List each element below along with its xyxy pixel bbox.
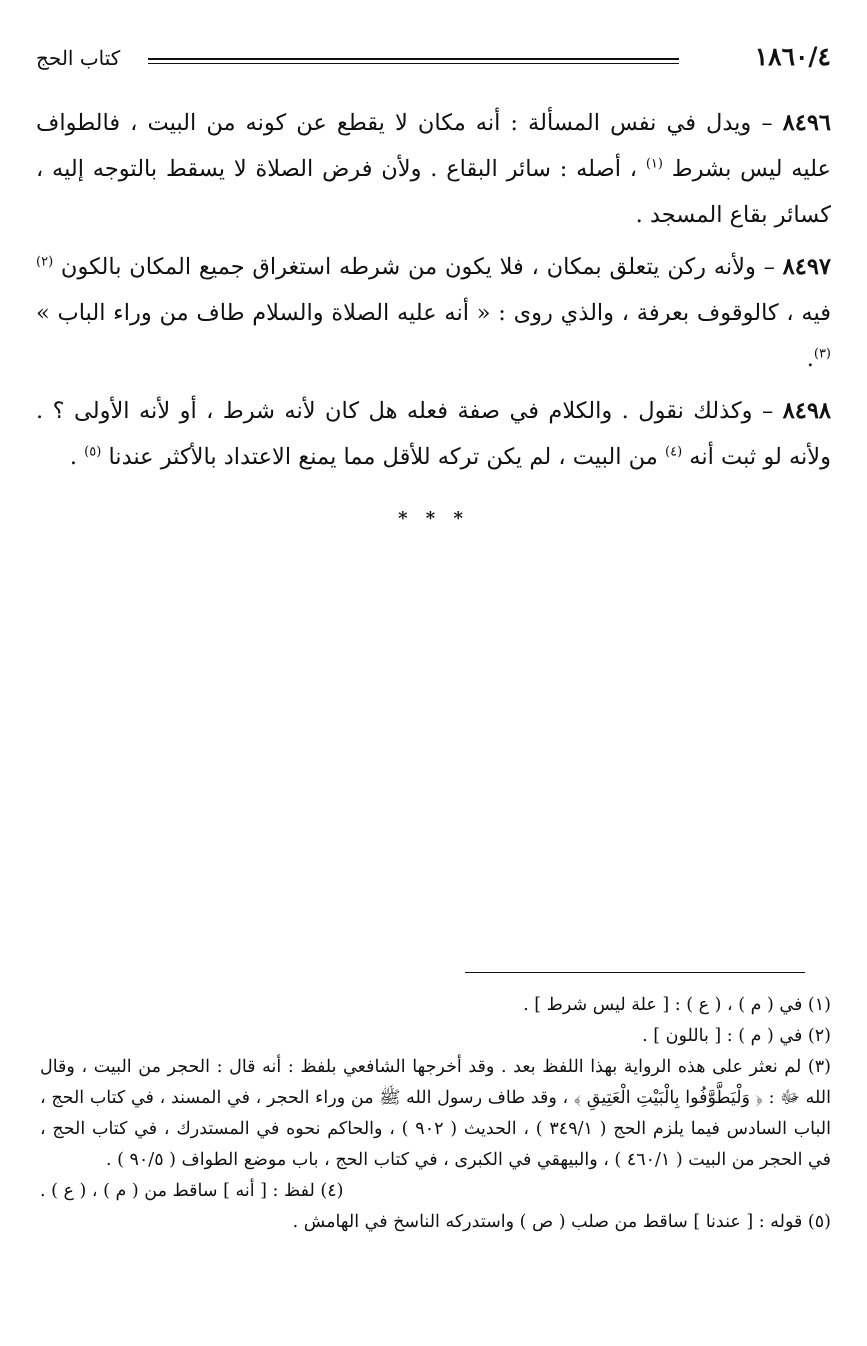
- paragraph-text: .: [69, 444, 85, 470]
- footnote-1: (١) في ( م ) ، ( ع ) : [ علة ليس شرط ] .: [523, 995, 831, 1015]
- footnote-ref[interactable]: (٥): [84, 444, 102, 460]
- paragraph-text: فيه ، كالوقوف بعرفة ، والذي روى : « أنه عليه الصلاة والسلام طاف من وراء الباب »: [36, 300, 831, 326]
- footnote-3: (٣) لم نعثر على هذه الرواية بهذا اللفظ بعد . وقد أخرجها الشافعي بلفظ : أنه قال : الحجر من البيت ، وقال الله ﷻ : ﴿ وَلْيَطَّوَّفُوا بِالْبَيْتِ الْعَتِيقِ ﴾ ، وقد طاف رسول الله ﷺ من وراء الحجر ، في المسند ، في كتاب الحج ، الباب السادس فيما يلزم الحج ( ٣٤٩/١ ) ، الحديث ( ٩٠٢ ) ، والحاكم نحوه في المستدرك ، في كتاب الحج ، في الحجر من البيت ( ٤٦٠/١ ) ، والبيهقي في الكبرى ، في كتاب الحج ، باب موضع الطواف ( ٩٠/٥ ) .: [40, 1057, 831, 1170]
- footnote-4: (٤) لفظ : [ أنه ] ساقط من ( م ) ، ( ع ) .: [40, 1181, 344, 1201]
- footnote-2: (٢) في ( م ) : [ باللون ] .: [642, 1026, 831, 1046]
- book-title: كتاب الحج: [36, 46, 121, 70]
- paragraph-text: ، أصله : سائر البقاع . ولأن فرض الصلاة لا يسقط بالتوجه إليه ، كسائر بقاع المسجد .: [36, 156, 831, 228]
- footnote-ref[interactable]: (٣): [813, 346, 831, 362]
- paragraph-number: ٨٤٩٦: [782, 110, 831, 136]
- paragraph-text: .: [806, 346, 814, 372]
- footnote-rule: [465, 972, 805, 973]
- paragraph-number: ٨٤٩٨: [782, 398, 831, 424]
- paragraph-text: من البيت ، لم يكن تركه للأقل مما يمنع الاعتداد بالأكثر عندنا: [101, 444, 666, 470]
- page-number: ١٨٦٠/٤: [754, 42, 831, 71]
- paragraph-text: – وكذلك نقول . والكلام في صفة فعله هل كان لأنه شرط ، أو لأنه الأولى ؟ . ولأنه لو ثبت أنه: [36, 398, 831, 470]
- paragraph-8497: [36, 244, 831, 382]
- section-separator: * * *: [398, 508, 469, 529]
- paragraph-8498: [36, 388, 831, 480]
- footnote-ref[interactable]: (٤): [665, 444, 683, 460]
- running-header: [36, 42, 831, 82]
- paragraph-text: – ولأنه ركن يتعلق بمكان ، فلا يكون من شرطه استغراق جميع المكان بالكون: [53, 254, 783, 280]
- paragraph-number: ٨٤٩٧: [782, 254, 831, 280]
- footnote-5: (٥) قوله : [ عندنا ] ساقط من صلب ( ص ) واستدركه الناسخ في الهامش .: [292, 1212, 831, 1232]
- footnotes: [40, 990, 831, 1238]
- paragraph-8496: [36, 100, 831, 238]
- main-text: [36, 100, 831, 486]
- paragraph-text: – ويدل في نفس المسألة : أنه مكان لا يقطع عن كونه من البيت ، فالطواف عليه ليس بشرط: [36, 110, 831, 182]
- footnote-ref[interactable]: (٢): [36, 254, 54, 270]
- header-double-rule: [148, 58, 679, 64]
- footnote-ref[interactable]: (١): [645, 156, 663, 172]
